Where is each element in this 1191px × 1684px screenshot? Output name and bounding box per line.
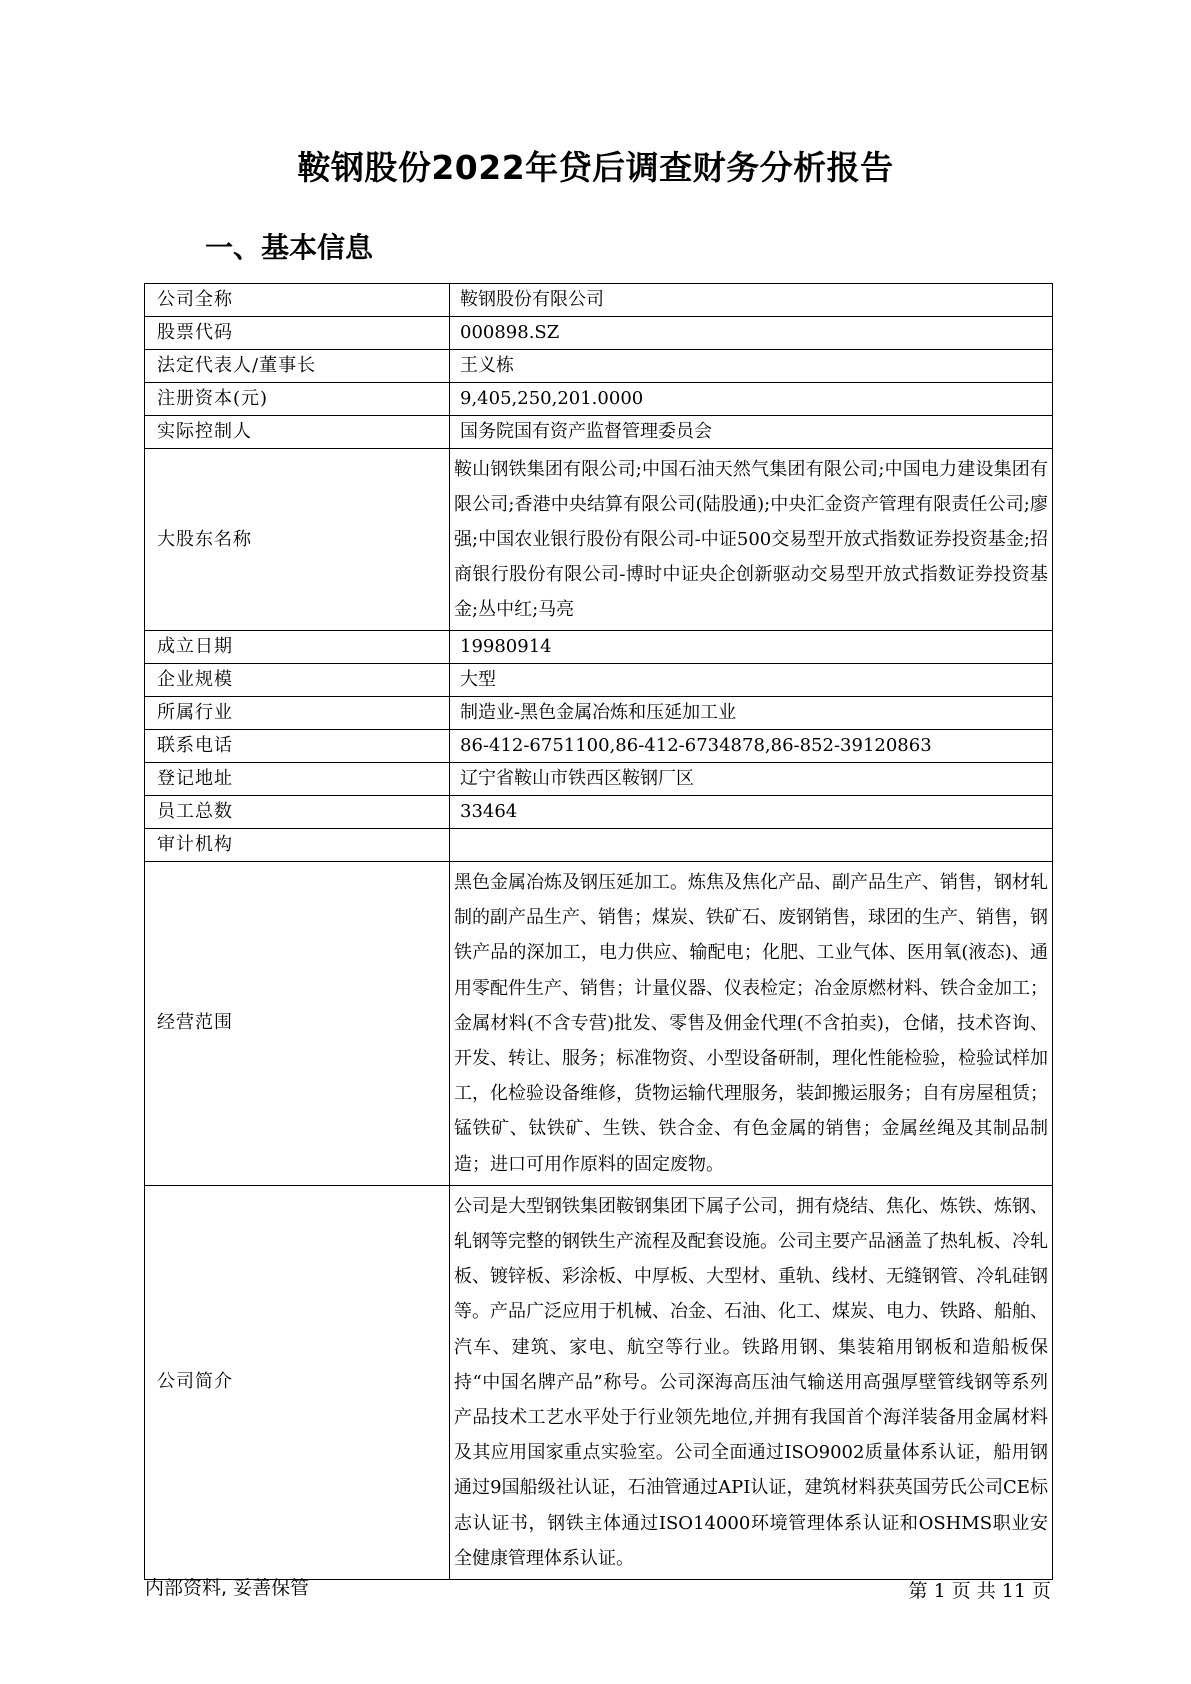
row-label: 成立日期 [145,631,450,664]
row-label: 登记地址 [145,763,450,796]
table-row [145,449,1053,631]
table-row [145,1185,1053,1579]
row-label: 注册资本(元) [145,383,450,416]
row-label: 员工总数 [145,796,450,829]
table-row [145,796,1053,829]
table-row [145,416,1053,449]
table-row [145,829,1053,862]
row-label: 企业规模 [145,664,450,697]
table-row [145,697,1053,730]
row-label: 实际控制人 [145,416,450,449]
table-row [145,284,1053,317]
page-number: 第 1 页 共 11 页 [908,1580,1051,1602]
table-row [145,383,1053,416]
table-row [145,862,1053,1186]
row-value: 制造业-黑色金属冶炼和压延加工业 [450,697,1053,730]
basic-info-table [144,283,1053,1580]
row-value: 19980914 [450,631,1053,664]
table-row [145,763,1053,796]
row-label: 公司全称 [145,284,450,317]
section-heading: 一、基本信息 [205,231,374,264]
table-row [145,730,1053,763]
row-value: 000898.SZ [450,317,1053,350]
row-label: 审计机构 [145,829,450,862]
row-value: 辽宁省鞍山市铁西区鞍钢厂区 [450,763,1053,796]
row-label: 公司简介 [145,1185,450,1579]
row-label: 法定代表人/董事长 [145,350,450,383]
row-label: 经营范围 [145,862,450,1186]
row-label: 所属行业 [145,697,450,730]
row-label: 联系电话 [145,730,450,763]
row-label: 股票代码 [145,317,450,350]
row-label: 大股东名称 [145,449,450,631]
table-row [145,664,1053,697]
confidential-notice: 内部资料, 妥善保管 [145,1577,310,1599]
row-value: 公司是大型钢铁集团鞍钢集团下属子公司，拥有烧结、焦化、炼铁、炼钢、轧钢等完整的钢铁生产流程及配套设施。公司主要产品涵盖了热轧板、冷轧板、镀锌板、彩涂板、中厚板、大型材、重轨、线材、无缝钢管、冷轧硅钢等。产品广泛应用于机械、冶金、石油、化工、煤炭、电力、铁路、船舶、汽车、建筑、家电、航空等行业。铁路用钢、集装箱用钢板和造船板保持“中国名牌产品”称号。公司深海高压油气输送用高强厚壁管线钢等系列产品技术工艺水平处于行业领先地位,并拥有我国首个海洋装备用金属材料及其应用国家重点实验室。公司全面通过ISO9002质量体系认证，船用钢通过9国船级社认证，石油管通过API认证，建筑材料获英国劳氏公司CE标志认证书，钢铁主体通过ISO14000环境管理体系认证和OSHMS职业安全健康管理体系认证。 [450,1185,1053,1579]
row-value: 王义栋 [450,350,1053,383]
row-value: 鞍山钢铁集团有限公司;中国石油天然气集团有限公司;中国电力建设集团有限公司;香港中央结算有限公司(陆股通);中央汇金资产管理有限责任公司;廖强;中国农业银行股份有限公司-中证500交易型开放式指数证券投资基金;招商银行股份有限公司-博时中证央企创新驱动交易型开放式指数证券投资基金;丛中红;马亮 [450,449,1053,631]
table-row [145,631,1053,664]
row-value: 大型 [450,664,1053,697]
row-value: 国务院国有资产监督管理委员会 [450,416,1053,449]
row-value: 黑色金属冶炼及钢压延加工。炼焦及焦化产品、副产品生产、销售，钢材轧制的副产品生产、销售；煤炭、铁矿石、废钢销售，球团的生产、销售，钢铁产品的深加工，电力供应、输配电；化肥、工业气体、医用氧(液态)、通用零配件生产、销售；计量仪器、仪表检定；冶金原燃材料、铁合金加工；金属材料(不含专营)批发、零售及佣金代理(不含拍卖)，仓储，技术咨询、开发、转让、服务；标准物资、小型设备研制，理化性能检验，检验试样加工，化检验设备维修，货物运输代理服务，装卸搬运服务；自有房屋租赁；锰铁矿、钛铁矿、生铁、铁合金、有色金属的销售；金属丝绳及其制品制造；进口可用作原料的固定废物。 [450,862,1053,1186]
row-value: 9,405,250,201.0000 [450,383,1053,416]
row-value: 鞍钢股份有限公司 [450,284,1053,317]
row-value [450,829,1053,862]
document-title: 鞍钢股份2022年贷后调查财务分析报告 [297,148,894,187]
table-row [145,350,1053,383]
table-row [145,317,1053,350]
row-value: 86-412-6751100,86-412-6734878,86-852-39120863 [450,730,1053,763]
row-value: 33464 [450,796,1053,829]
